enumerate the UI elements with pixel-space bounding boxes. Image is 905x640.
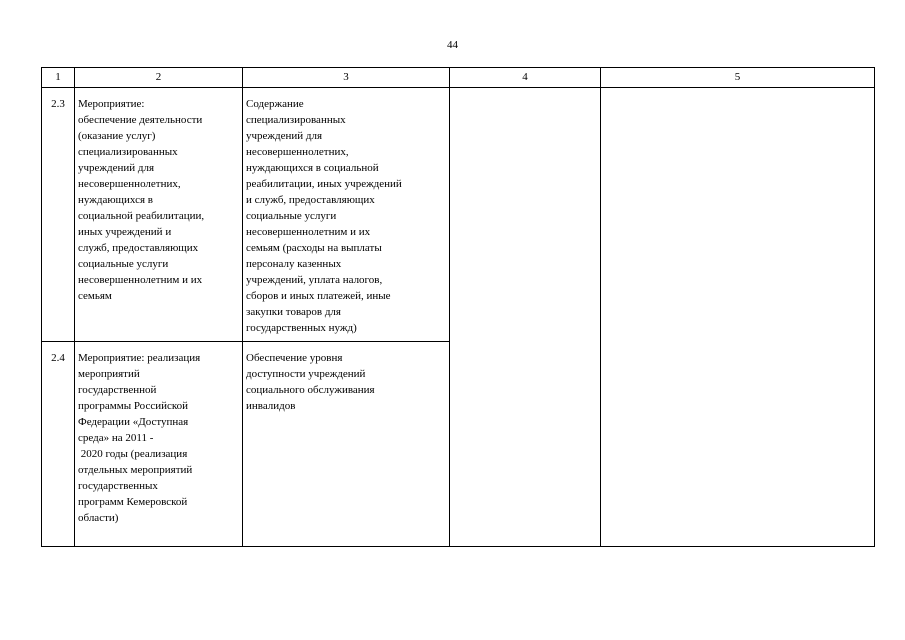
- text-line: учреждений, уплата налогов,: [246, 274, 383, 286]
- text-line: нуждающихся в: [78, 194, 153, 206]
- text-line: и служб, предоставляющих: [246, 194, 375, 206]
- text-line: сборов и иных платежей, иные: [246, 290, 391, 302]
- text-line: несовершеннолетним и их: [78, 274, 203, 286]
- text-line: отдельных мероприятий: [78, 464, 193, 476]
- text-line: Мероприятие:: [78, 98, 145, 110]
- text-line: несовершеннолетних,: [78, 178, 181, 190]
- text-line: Содержание: [246, 98, 304, 110]
- text-line: социальные услуги: [246, 210, 337, 222]
- table-row: [42, 88, 875, 342]
- text-line: семьям (расходы на выплаты: [246, 242, 382, 254]
- text-line: (оказание услуг): [78, 130, 156, 142]
- header-col-1: 1: [42, 68, 75, 88]
- measure-name-cell: [75, 342, 243, 547]
- text-line: социальной реабилитации,: [78, 210, 205, 222]
- text-line: реабилитации, иных учреждений: [246, 178, 402, 190]
- measure-description-cell: [243, 88, 450, 342]
- text-line: социального обслуживания: [246, 384, 375, 396]
- table-header-row: [42, 68, 875, 88]
- text-line: инвалидов: [246, 400, 296, 412]
- measure-name-cell: [75, 88, 243, 342]
- text-line: Федерации «Доступная: [78, 416, 189, 428]
- text-line: социальные услуги: [78, 258, 169, 270]
- text-line: среда» на 2011 -: [78, 432, 154, 444]
- header-col-3: 3: [243, 68, 450, 88]
- header-col-4: 4: [450, 68, 601, 88]
- measure-description-cell: [243, 342, 450, 547]
- measures-table: [41, 67, 875, 547]
- header-col-5: 5: [601, 68, 875, 88]
- text-line: семьям: [78, 290, 112, 302]
- text-line: специализированных: [246, 114, 346, 126]
- text-line: иных учреждений и: [78, 226, 172, 238]
- header-col-2: 2: [75, 68, 243, 88]
- text-line: учреждений для: [246, 130, 323, 142]
- text-line: Мероприятие: реализация: [78, 352, 201, 364]
- row-number: 2.3: [42, 88, 75, 342]
- text-line: 2020 годы (реализация: [78, 448, 188, 460]
- text-line: специализированных: [78, 146, 178, 158]
- text-line: несовершеннолетних,: [246, 146, 349, 158]
- text-line: мероприятий: [78, 368, 140, 380]
- empty-cell-col-4: [450, 88, 601, 547]
- page-number: 44: [447, 39, 458, 51]
- text-line: доступности учреждений: [246, 368, 366, 380]
- text-line: государственной: [78, 384, 157, 396]
- text-line: государственных нужд): [246, 322, 357, 334]
- text-line: программ Кемеровской: [78, 496, 188, 508]
- empty-cell-col-5: [601, 88, 875, 547]
- text-line: служб, предоставляющих: [78, 242, 199, 254]
- text-line: закупки товаров для: [246, 306, 341, 318]
- text-line: Обеспечение уровня: [246, 352, 343, 364]
- text-line: государственных: [78, 480, 158, 492]
- text-line: программы Российской: [78, 400, 189, 412]
- text-line: несовершеннолетним и их: [246, 226, 371, 238]
- text-line: области): [78, 512, 119, 524]
- text-line: персоналу казенных: [246, 258, 342, 270]
- row-number: 2.4: [42, 342, 75, 547]
- text-line: обеспечение деятельности: [78, 114, 203, 126]
- text-line: нуждающихся в социальной: [246, 162, 379, 174]
- text-line: учреждений для: [78, 162, 155, 174]
